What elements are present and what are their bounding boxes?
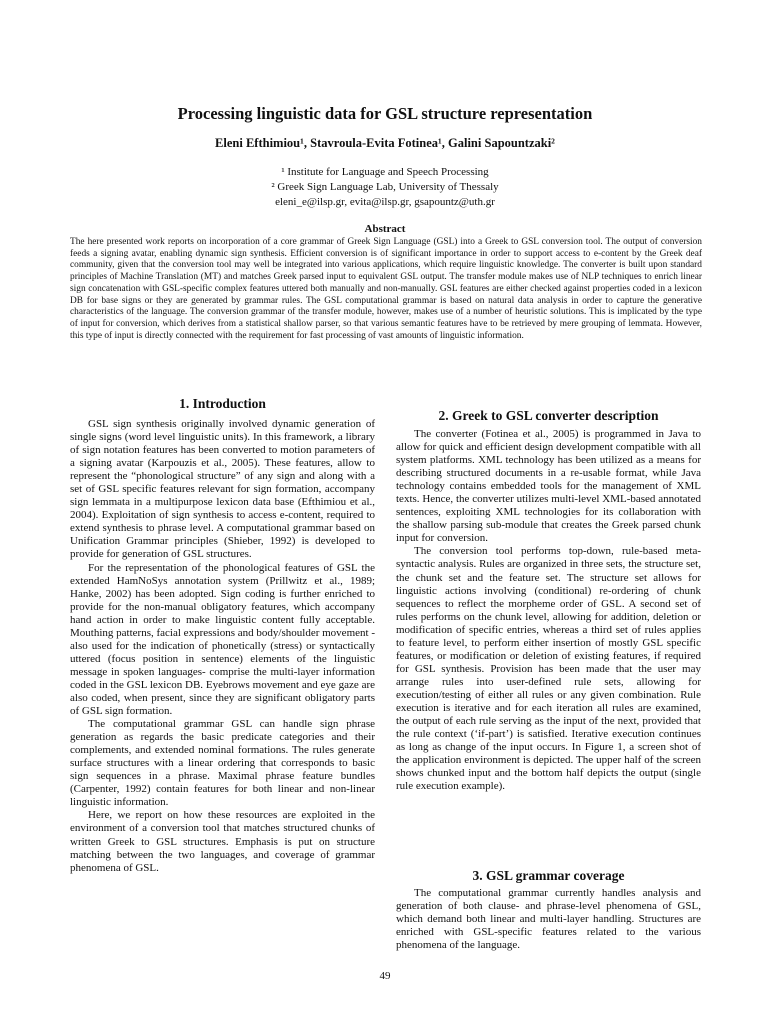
paragraph: GSL sign synthesis originally involved dynamic generation of single signs (word level linguistic units). In this framework, a library of sign notation features has been converted to motion parameters of a signing avatar (Karpouzis et al., 2005). These features, allow to represent the “phonological structure” of any sign and along with a set of GSL specific features relevant for sign formation, accompany sign lemmata in a multipurpose lexicon data base (Efthimiou et al., 2004). Exploitation of sign synthesis to access e-content, required to extend synthesis to phrase level. A computational grammar based on Unification Grammar principles (Shieber, 1992) is developed to provide for generation of GSL structures. [70,418,375,561]
abstract-text: The here presented work reports on incorporation of a core grammar of Greek Sign Language (GSL) into a Greek to GSL conversion tool. The output of conversion feeds a signing avatar, enabling dynamic sign synthesis. Efficient conversion is of significant importance in order to support access to e-content by the Greek deaf community, given that the conversion tool may well be integrated into various applications, which require linguistic knowledge. The converter is built upon standard principles of Machine Translation (MT) and matches Greek parsed input to equivalent GSL output. The transfer module makes use of NLP techniques to enrich linear sign concatenation with GSL-specific complex features uttered both manually and non-manually. GSL features are either checked against properties coded in a lexicon DB for base signs or they are generated by grammar rules. The GSL computational grammar is based on natural data analysis in order to capture the generative characteristics of the language. The conversion grammar of the transfer module, however, makes use of a number of heuristic solutions. This is implicated by the type of input for conversion, which derives from a statistical shallow parser, so that various semantic features have to be retrieved by mere grouping of lemmata. However, this type of input is directly connected with the requirement for fast processing of vast amounts of linguistic information. [70,237,702,341]
introduction-body [70,418,375,875]
section-heading-introduction: 1. Introduction [179,396,266,411]
converter-body [396,428,701,793]
section-heading-grammar-coverage: 3. GSL grammar coverage [472,868,625,883]
affiliation-2: ² Greek Sign Language Lab, University of Thessaly [271,181,499,193]
paragraph: The computational grammar GSL can handle sign phrase generation as regards the basic predicate categories and their complements, and extended nominal formations. The rules generate surface structures with a linear ordering that corresponds to basic sign sequences in a phrase. Maximal phrase feature bundles (Carpenter, 1992) contain features for both linear and non-linear linguistic information. [70,718,375,809]
paragraph: The computational grammar currently handles analysis and generation of both clause- and phrase-level phenomena of GSL, which demand both linear and multi-layer handling. Structures are enriched with GSL-specific features related to the various phenomena of the language. [396,887,701,952]
paragraph: The converter (Fotinea et al., 2005) is programmed in Java to allow for quick and efficient design development compatible with all system platforms. XML technology has been utilized as a means for describing structured documents in a re-usable format, while Java technology contains embedded tools for the management of XML texts. Hence, the converter utilizes multi-level XML-based annotated sentences, exploiting XML technologies for its collaboration with the shallow parsing sub-module that creates the Greek parsed chunk input for conversion. [396,428,701,545]
paragraph: Here, we report on how these resources are exploited in the environment of a conversion tool that matches structured chunks of written Greek to GSL structures. Emphasis is put on structure matching between the two languages, and coverage of grammar phenomena of GSL. [70,809,375,874]
section-heading-converter: 2. Greek to GSL converter description [438,408,659,423]
paragraph: The conversion tool performs top-down, rule-based meta-syntactic analysis. Rules are organized in three sets, the structure set, the chunk set and the feature set. The structure set allows for linguistic actions involving (conditional) re-ordering of chunk sequences to reflect the morpheme order of GSL. A second set of rules performs on the chunk level, allowing for addition, deletion or modification of specific entries, whereas a third set of rules applies to feature level, to perform either insertion of mostly GSL specific features, or modification or deletion of existing features, if required for GSL synthesis. Provision has been made that the user may arrange rules into user-defined rule sets, allowing for execution/testing of either all rules or any given combination. Rule execution is iterative and for each iteration all rules are examined, the output of each rule serving as the input of the next, provided that the rule context (‘if-part’) is satisfied. Iterative execution continues as long as change of the input occurs. In Figure 1, a screen shot of the application environment is depicted. The upper half of the screen shows chunked input and the bottom half depicts the output (single rule execution example). [396,545,701,793]
paper-title: Processing linguistic data for GSL structure representation [177,104,593,123]
affiliation-1: ¹ Institute for Language and Speech Processing [281,166,489,178]
page-number: 49 [379,970,391,982]
author-list: Eleni Efthimiou¹, Stavroula-Evita Fotinea¹, Galini Sapountzaki² [215,136,555,150]
paragraph: For the representation of the phonological features of GSL the extended HamNoSys annotation system (Prillwitz et al., 1989; Hanke, 2002) has been adopted. Sign coding is further enriched to provide for the non-manual obligatory features, which accompany hand action in order to make linguistic content fully acceptable. Mouthing patterns, facial expressions and body/shoulder movement -also used for the indication of phonetically (stress) or syntactically uttered (focus position in sentence) elements of the linguistic message in spoken languages- comprise the multi-layer information coded in the GSL lexicon DB. Eyebrows movement and eye gaze are also coded, when present, since they are significant obligatory parts of GSL sign formation. [70,561,375,718]
abstract-heading: Abstract [364,223,406,235]
grammar-coverage-body [396,887,701,952]
author-emails: eleni_e@ilsp.gr, evita@ilsp.gr, gsapountz@uth.gr [275,196,495,208]
